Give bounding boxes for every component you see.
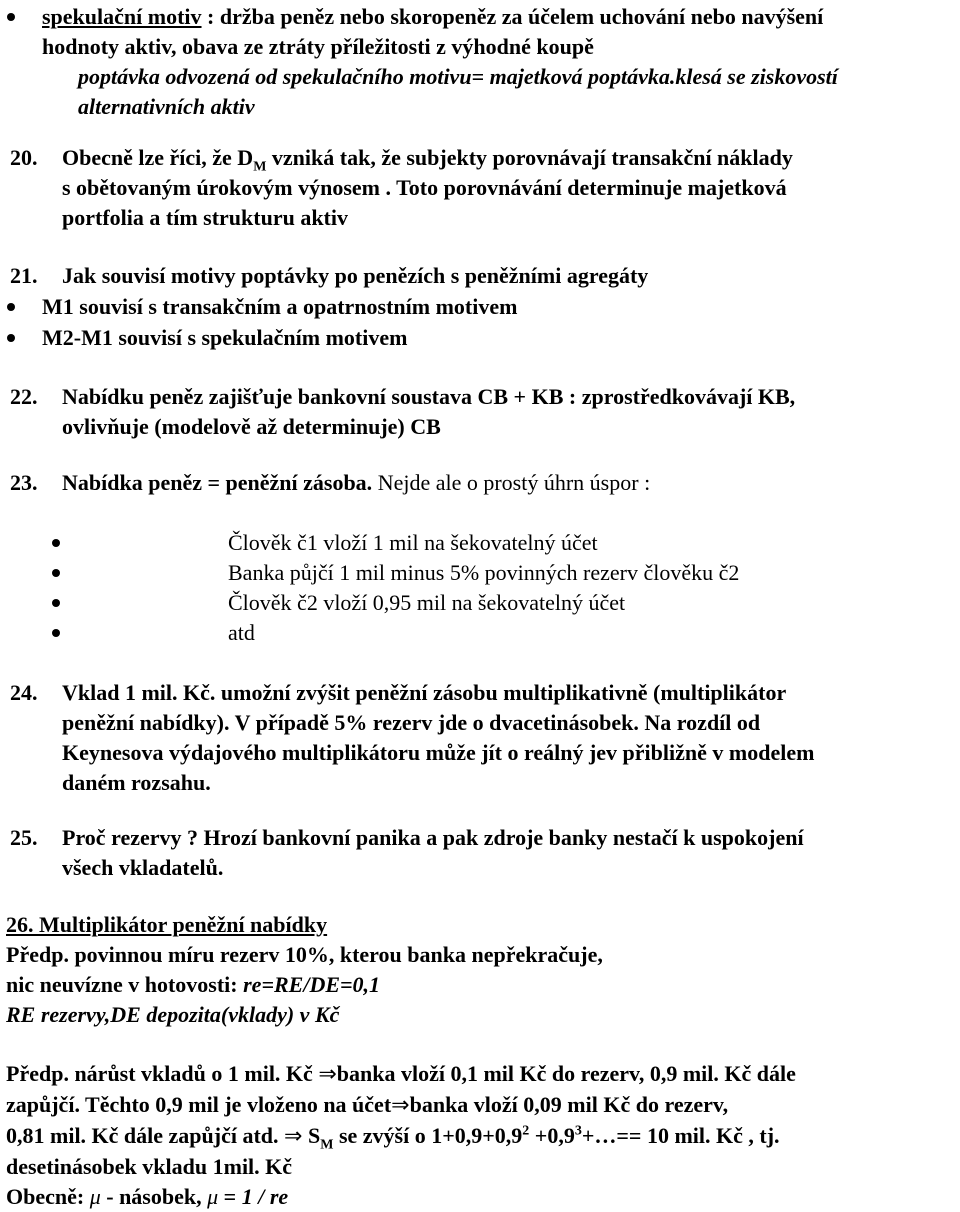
term-underlined: spekulační motiv — [42, 4, 202, 29]
item-number: 23. — [10, 470, 38, 495]
text-line: ovlivňuje (modelově až determinuje) CB — [62, 414, 441, 439]
bullet-icon — [0, 323, 42, 353]
implies-arrow-icon: ⇒ — [284, 1124, 303, 1149]
bullet-list — [0, 528, 960, 648]
implies-arrow-icon: ⇒ — [391, 1093, 410, 1118]
item-number: 21. — [10, 263, 38, 288]
bullet-icon — [0, 618, 228, 648]
text-line: Vklad 1 mil. Kč. umožní zvýšit peněžní zásobu multiplikativně (multiplikátor — [62, 680, 787, 705]
italic-line: alternativních aktiv — [78, 94, 255, 119]
text-line: Předp. povinnou míru rezerv 10%, kterou banka nepřekračuje, — [6, 942, 603, 967]
list-item: atd — [0, 618, 960, 648]
list-item: Člověk č1 vloží 1 mil na šekovatelný účet — [0, 528, 960, 558]
text-line: Proč rezervy ? Hrozí bankovní panika a pak zdroje banky nestačí k uspokojení — [62, 825, 804, 850]
section-22 — [0, 382, 960, 442]
text-line: 0,81 mil. Kč dále zapůjčí atd. ⇒ $S_M$ se zvýší o $1+0,9+0,9^2$ $+0,9^3+\dots== 10$ mil. Kč , tj. — [6, 1123, 780, 1153]
section-23 — [0, 468, 960, 498]
bullet-item: M1 souvisí s transakčním a opatrnostním motivem — [0, 292, 960, 322]
text-line: Nabídka peněz = peněžní zásoba. Nejde ale o prostý úhrn úspor : — [62, 470, 651, 495]
text-line: portfolia a tím strukturu aktiv — [62, 205, 348, 230]
text-line: hodnoty aktiv, obava ze ztráty příležitosti z výhodné koupě — [42, 34, 594, 59]
item-number: 20. — [10, 145, 38, 170]
italic-line: poptávka odvozená od spekulačního motivu= majetková poptávka.klesá se ziskovostí — [78, 64, 838, 89]
section-heading: 26. Multiplikátor peněžní nabídky — [6, 912, 328, 937]
text-line: Obecně: μ - násobek, μ = 1 / re — [6, 1184, 289, 1209]
bullet-icon — [0, 292, 42, 322]
bullet-icon — [0, 528, 228, 558]
section-25 — [0, 823, 960, 883]
item-number: 22. — [10, 384, 38, 409]
text-line: peněžní nabídky). V případě 5% rezerv jde o dvacetinásobek. Na rozdíl od — [62, 710, 761, 735]
implies-arrow-icon: ⇒ — [318, 1062, 337, 1087]
text-line: daném rozsahu. — [62, 770, 211, 795]
text-line: Předp. nárůst vkladů o 1 mil. Kč ⇒banka vloží 0,1 mil Kč do rezerv, 0,9 mil. Kč dále — [6, 1061, 796, 1087]
text-line: Nabídku peněz zajišťuje bankovní soustava CB + KB : zprostředkovávají KB, — [62, 384, 796, 409]
section-speculative-motive — [0, 2, 960, 122]
mu-symbol: μ — [89, 1184, 101, 1209]
text-line: zapůjčí. Těchto 0,9 mil je vloženo na účet⇒banka vloží 0,09 mil Kč do rezerv, — [6, 1092, 729, 1118]
text-line: nic neuvízne v hotovosti: re=RE/DE=0,1 — [6, 972, 381, 997]
section-20 — [0, 143, 960, 233]
bullet-icon — [0, 588, 228, 618]
bullet-item: M2-M1 souvisí s spekulačním motivem — [0, 323, 960, 353]
section-24 — [0, 678, 960, 798]
item-number: 24. — [10, 680, 38, 705]
bullet-item: spekulační motiv : držba peněz nebo skoropeněz za účelem uchování nebo navýšení — [0, 2, 960, 32]
section-26 — [0, 910, 960, 1030]
text-line: Obecně lze říci, že $D_M$ vzniká tak, že subjekty porovnávají transakční náklady — [62, 145, 793, 175]
list-item: Banka půjčí 1 mil minus 5% povinných rezerv člověku č2 — [0, 558, 960, 588]
item-number: 25. — [10, 825, 38, 850]
section-derivation — [0, 1059, 960, 1212]
section-21 — [0, 261, 960, 353]
text-line: Keynesova výdajového multiplikátoru může jít o reálný jev přibližně v modelem — [62, 740, 815, 765]
list-item: Člověk č2 vloží 0,95 mil na šekovatelný účet — [0, 588, 960, 618]
text-line: desetinásobek vkladu 1mil. Kč — [6, 1154, 293, 1179]
bullet-icon — [0, 558, 228, 588]
mu-symbol: μ — [207, 1184, 219, 1209]
text-line: s obětovaným úrokovým výnosem . Toto porovnávání determinuje majetková — [62, 175, 787, 200]
text-line: Jak souvisí motivy poptávky po penězích s peněžními agregáty — [62, 263, 649, 288]
text-line: RE rezervy,DE depozita(vklady) v Kč — [6, 1002, 340, 1027]
text-line: všech vkladatelů. — [62, 855, 224, 880]
bullet-icon — [0, 2, 42, 32]
